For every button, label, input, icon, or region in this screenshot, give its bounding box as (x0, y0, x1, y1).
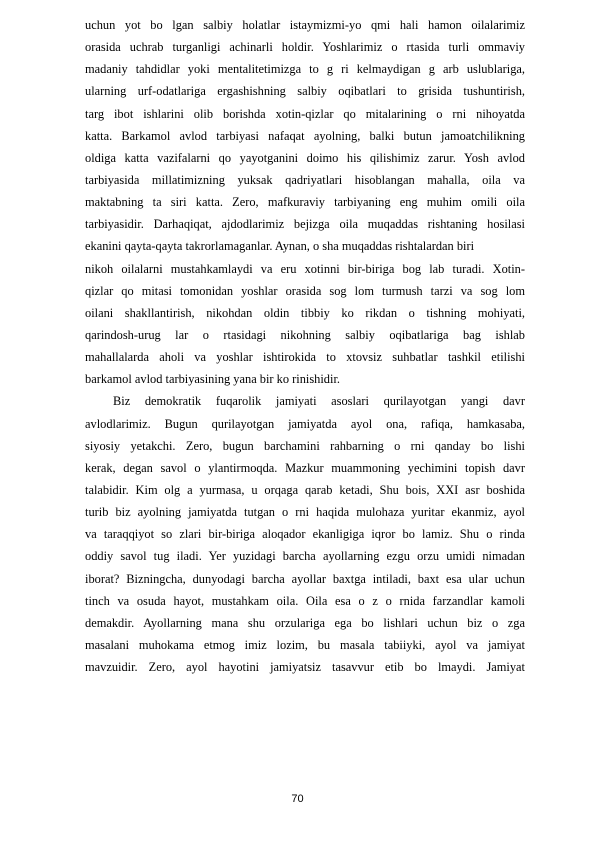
text-line: targ ibot ishlarini olib borishda xotin-qizlar qo mitalarining o rni nihoyatda (85, 106, 525, 121)
text-line: talabidir. Kim olg a yurmasa, u orqaga qarab ketadi, Shu bois, XXI asr boshida (85, 482, 525, 497)
text-line: madaniy tahdidlar yoki mentalitetimizga to g ri kelmaydigan g arb uslublariga, (85, 62, 525, 77)
text-line: oddiy savol tug iladi. Yer yuzidagi barcha ayollarning ezgu orzu umidi nimadan (85, 549, 525, 564)
text-line: avlodlarimiz. Bugun qurilayotgan jamiyatda ayol ona, rafiqa, hamkasaba, (85, 416, 525, 431)
text-line: iborat? Bizningcha, dunyodagi barcha ayollar baxtga intiladi, baxt esa ular uchun (85, 571, 525, 586)
page-number: 70 (291, 793, 304, 805)
paragraph-end-line: barkamol avlod tarbiyasining yana bir ko rinishidir. (85, 372, 340, 387)
body-text (85, 14, 525, 678)
text-line: ularning urf-odatlariga ergashishning salbiy oqibatlari to grisida tushuntirish, (85, 84, 525, 99)
text-line: mavzuidir. Zero, ayol hayotini jamiyatsiz tasavvur etib bo lmaydi. Jamiyat (85, 660, 525, 675)
text-line: va taraqqiyot so zlari bir-biriga aloqador ekanligiga iqror bo lamiz. Shu o rinda (85, 527, 525, 542)
text-line: demakdir. Ayollarning mana shu orzulariga ega bo lishlari uchun biz o zga (85, 615, 525, 630)
text-line: mahallalarda aholi va yoshlar ishtirokida to xtovsiz suhbatlar tashkil etilishi (85, 350, 525, 365)
text-line: tinch va osuda hayot, mustahkam oila. Oila esa o z o rnida farzandlar kamoli (85, 593, 525, 608)
text-line: uchun yot bo lgan salbiy holatlar istaymizmi-yo qmi hali hamon oilalarimiz (85, 18, 525, 32)
text-line: katta. Barkamol avlod tarbiyasi nafaqat ayolning, balki butun jamoatchilikning (85, 128, 525, 143)
text-line: tarbiyasidir. Darhaqiqat, ajdodlarimiz bejizga oila muqaddas rishtaning hosilasi (85, 217, 525, 232)
text-line: qarindosh-urug lar o rtasidagi nikohning salbiy oqibatlariga bag ishlab (85, 327, 525, 342)
text-line: maktabning ta siri katta. Zero, mafkuraviy tarbiyaning eng muhim omili oila (85, 195, 525, 210)
text-line: masalani muhokama etmog imiz lozim, bu masala tabiiyki, ayol va jamiyat (85, 637, 525, 652)
text-line: ekanini qayta-qayta takrorlamaganlar. Aynan, o sha muqaddas rishtalardan biri (85, 239, 475, 254)
text-line: orasida uchrab turganligi achinarli holdir. Yoshlarimiz o rtasida turli ommaviy (85, 40, 525, 55)
text-line: oilani shakllantirish, nikohdan oldin tibbiy ko rikdan o tishning mohiyati, (85, 305, 525, 320)
text-line: siyosiy yetakchi. Zero, bugun barchamini rahbarning o rni qanday bo lishi (85, 438, 525, 453)
text-line: qizlar qo mitasi tomonidan yoshlar orasida sog lom turmush tarzi va sog lom (85, 283, 525, 298)
text-line: nikoh oilalarni mustahkamlaydi va eru xotinni bir-biriga bog lab turadi. Xotin- (85, 261, 525, 276)
text-line: turib biz ayolning jamiyatda tutgan o rni haqida mulohaza yuritar ekanmiz, ayol (85, 505, 525, 520)
text-line: kerak, degan savol o ylantirmoqda. Mazkur muammoning yechimini topish davr (85, 460, 525, 475)
text-line: oldiga katta vazifalarni qo yayotganini doimo his qilishimiz zarur. Yosh avlod (85, 150, 525, 165)
paragraph-start-line: Biz demokratik fuqarolik jamiyati asoslari qurilayotgan yangi davr (113, 394, 525, 409)
text-line: tarbiyasida millatimizning yuksak qadriyatlari hisoblangan mahalla, oila va (85, 172, 525, 187)
